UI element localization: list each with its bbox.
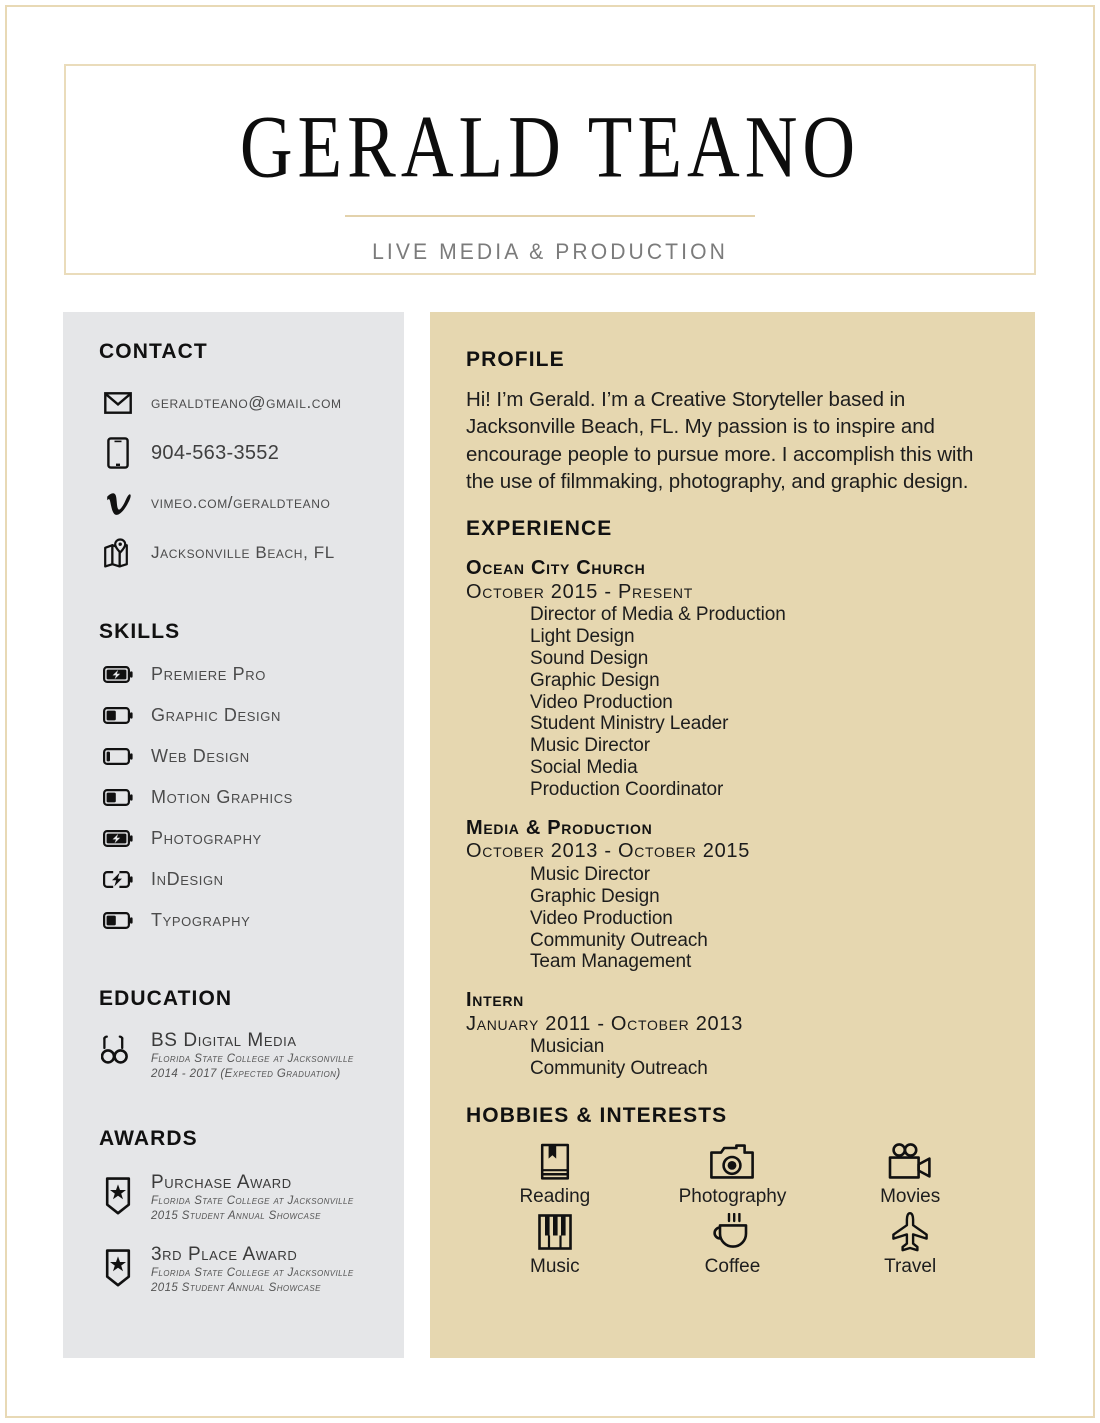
airplane-icon <box>891 1210 929 1254</box>
hobby-label: Coffee <box>704 1256 761 1278</box>
book-icon <box>538 1140 572 1184</box>
award-title: Purchase Award <box>151 1171 292 1193</box>
battery-half-icon <box>99 912 137 929</box>
duty-item: Video Production <box>530 907 673 929</box>
duty-item: Graphic Design <box>530 885 660 907</box>
duty-item: Video Production <box>530 691 673 713</box>
education-item <box>99 1031 404 1083</box>
hobby-label: Reading <box>519 1186 591 1208</box>
hobbies-heading: HOBBIES & INTERESTS <box>466 1104 728 1128</box>
coffee-cup-icon <box>712 1210 752 1254</box>
hobby-label: Movies <box>880 1186 941 1208</box>
education-degree: BS Digital Media <box>151 1030 297 1051</box>
award-ribbon-icon <box>99 1173 137 1225</box>
award-title: 3rd Place Award <box>151 1243 298 1265</box>
contact-email-value: geraldteano@gmail.com <box>151 393 342 412</box>
skill-label: Premiere Pro <box>151 664 266 684</box>
battery-bolt-icon <box>99 871 137 888</box>
award-school: Florida State College at Jacksonville <box>151 1194 354 1207</box>
hobby-label: Music <box>530 1256 580 1278</box>
skill-label: Motion Graphics <box>151 787 293 807</box>
hobby-item-photography <box>644 1140 822 1208</box>
skills-heading: SKILLS <box>99 620 181 643</box>
duty-item: Student Ministry Leader <box>530 713 729 735</box>
skill-label: Web Design <box>151 746 250 766</box>
header-subtitle: LIVE MEDIA & PRODUCTION <box>372 239 728 264</box>
skill-item-indesign <box>99 859 404 900</box>
movie-camera-icon <box>888 1140 932 1184</box>
job-dates: October 2013 - October 2015 <box>466 840 751 863</box>
award-detail: 2015 Student Annual Showcase <box>151 1210 321 1223</box>
experience-heading: EXPERIENCE <box>466 517 613 540</box>
skills-list <box>63 654 404 941</box>
duty-item: Music Director <box>530 735 651 757</box>
duty-item: Social Media <box>530 757 638 779</box>
glasses-icon <box>99 1031 137 1083</box>
skill-label: Typography <box>151 910 251 930</box>
hobby-item-travel <box>821 1210 999 1278</box>
vimeo-icon <box>99 489 137 517</box>
duty-item: Music Director <box>530 863 651 885</box>
contact-list <box>63 378 404 578</box>
hobby-item-music <box>466 1210 644 1278</box>
contact-phone-value: 904-563-3552 <box>151 441 280 464</box>
skill-item-graphic-design <box>99 695 404 736</box>
hobbies-grid <box>466 1140 999 1278</box>
hobby-item-reading <box>466 1140 644 1208</box>
skill-item-premiere-pro <box>99 654 404 695</box>
award-ribbon-icon <box>99 1245 137 1297</box>
contact-vimeo-value: vimeo.com/geraldteano <box>151 493 331 512</box>
award-school: Florida State College at Jacksonville <box>151 1266 354 1279</box>
job-title: Media & Production <box>466 816 653 839</box>
map-pin-icon <box>99 538 137 568</box>
header-divider <box>345 215 755 217</box>
battery-half-icon <box>99 707 137 724</box>
battery-charging-icon <box>99 666 137 683</box>
duty-item: Director of Media & Production <box>530 604 786 626</box>
duty-item: Production Coordinator <box>530 778 724 800</box>
education-school: Florida State College at Jacksonville <box>151 1052 354 1065</box>
envelope-icon <box>99 392 137 414</box>
duty-item: Community Outreach <box>530 1058 708 1080</box>
page-title: GERALD TEANO <box>239 97 861 196</box>
hobby-label: Photography <box>678 1186 787 1208</box>
camera-icon <box>710 1140 754 1184</box>
duty-item: Musician <box>530 1036 605 1058</box>
contact-item-location[interactable] <box>99 528 404 578</box>
battery-half-icon <box>99 789 137 806</box>
header-banner <box>64 64 1036 275</box>
education-detail: 2014 - 2017 (Expected Graduation) <box>151 1068 341 1081</box>
award-detail: 2015 Student Annual Showcase <box>151 1282 321 1295</box>
job-dates: October 2015 - Present <box>466 580 693 603</box>
experience-job-3 <box>466 989 999 1080</box>
education-heading: EDUCATION <box>99 987 233 1010</box>
duty-item: Light Design <box>530 626 635 648</box>
skill-label: InDesign <box>151 869 224 889</box>
contact-heading: CONTACT <box>99 340 208 363</box>
hobby-item-movies <box>821 1140 999 1208</box>
job-title: Intern <box>466 989 524 1012</box>
experience-job-1 <box>466 557 999 801</box>
skill-label: Photography <box>151 828 262 848</box>
duty-item: Team Management <box>530 951 692 973</box>
skill-item-web-design <box>99 736 404 777</box>
sidebar-panel <box>63 312 404 1358</box>
battery-low-icon <box>99 748 137 765</box>
duty-item: Community Outreach <box>530 929 708 951</box>
contact-item-phone[interactable] <box>99 428 404 478</box>
main-panel <box>430 312 1035 1358</box>
hobby-item-coffee <box>644 1210 822 1278</box>
experience-job-2 <box>466 817 999 973</box>
job-duties <box>466 864 999 973</box>
skill-item-photography <box>99 818 404 859</box>
battery-charging-icon <box>99 830 137 847</box>
hobby-label: Travel <box>884 1256 937 1278</box>
award-item-third-place <box>99 1245 404 1297</box>
phone-icon <box>99 437 137 469</box>
skill-item-motion-graphics <box>99 777 404 818</box>
contact-item-email[interactable] <box>99 378 404 428</box>
job-title: Ocean City Church <box>466 557 646 579</box>
job-duties <box>466 1036 999 1080</box>
profile-heading: PROFILE <box>466 348 565 371</box>
skill-label: Graphic Design <box>151 705 281 725</box>
duty-item: Sound Design <box>530 647 649 669</box>
job-dates: January 2011 - October 2013 <box>466 1012 744 1035</box>
duty-item: Graphic Design <box>530 669 660 691</box>
job-duties <box>466 604 999 801</box>
profile-text: Hi! I’m Gerald. I’m a Creative Storyteller based in Jacksonville Beach, FL. My passion is to inspire and encourage people to pursue more. I accomplish this with the use of filmmaking, photography, and graphic design. <box>466 388 974 493</box>
piano-icon <box>538 1210 572 1254</box>
award-item-purchase <box>99 1173 404 1225</box>
skill-item-typography <box>99 900 404 941</box>
contact-item-vimeo[interactable] <box>99 478 404 528</box>
contact-location-value: Jacksonville Beach, FL <box>151 543 335 562</box>
awards-heading: AWARDS <box>99 1126 198 1150</box>
